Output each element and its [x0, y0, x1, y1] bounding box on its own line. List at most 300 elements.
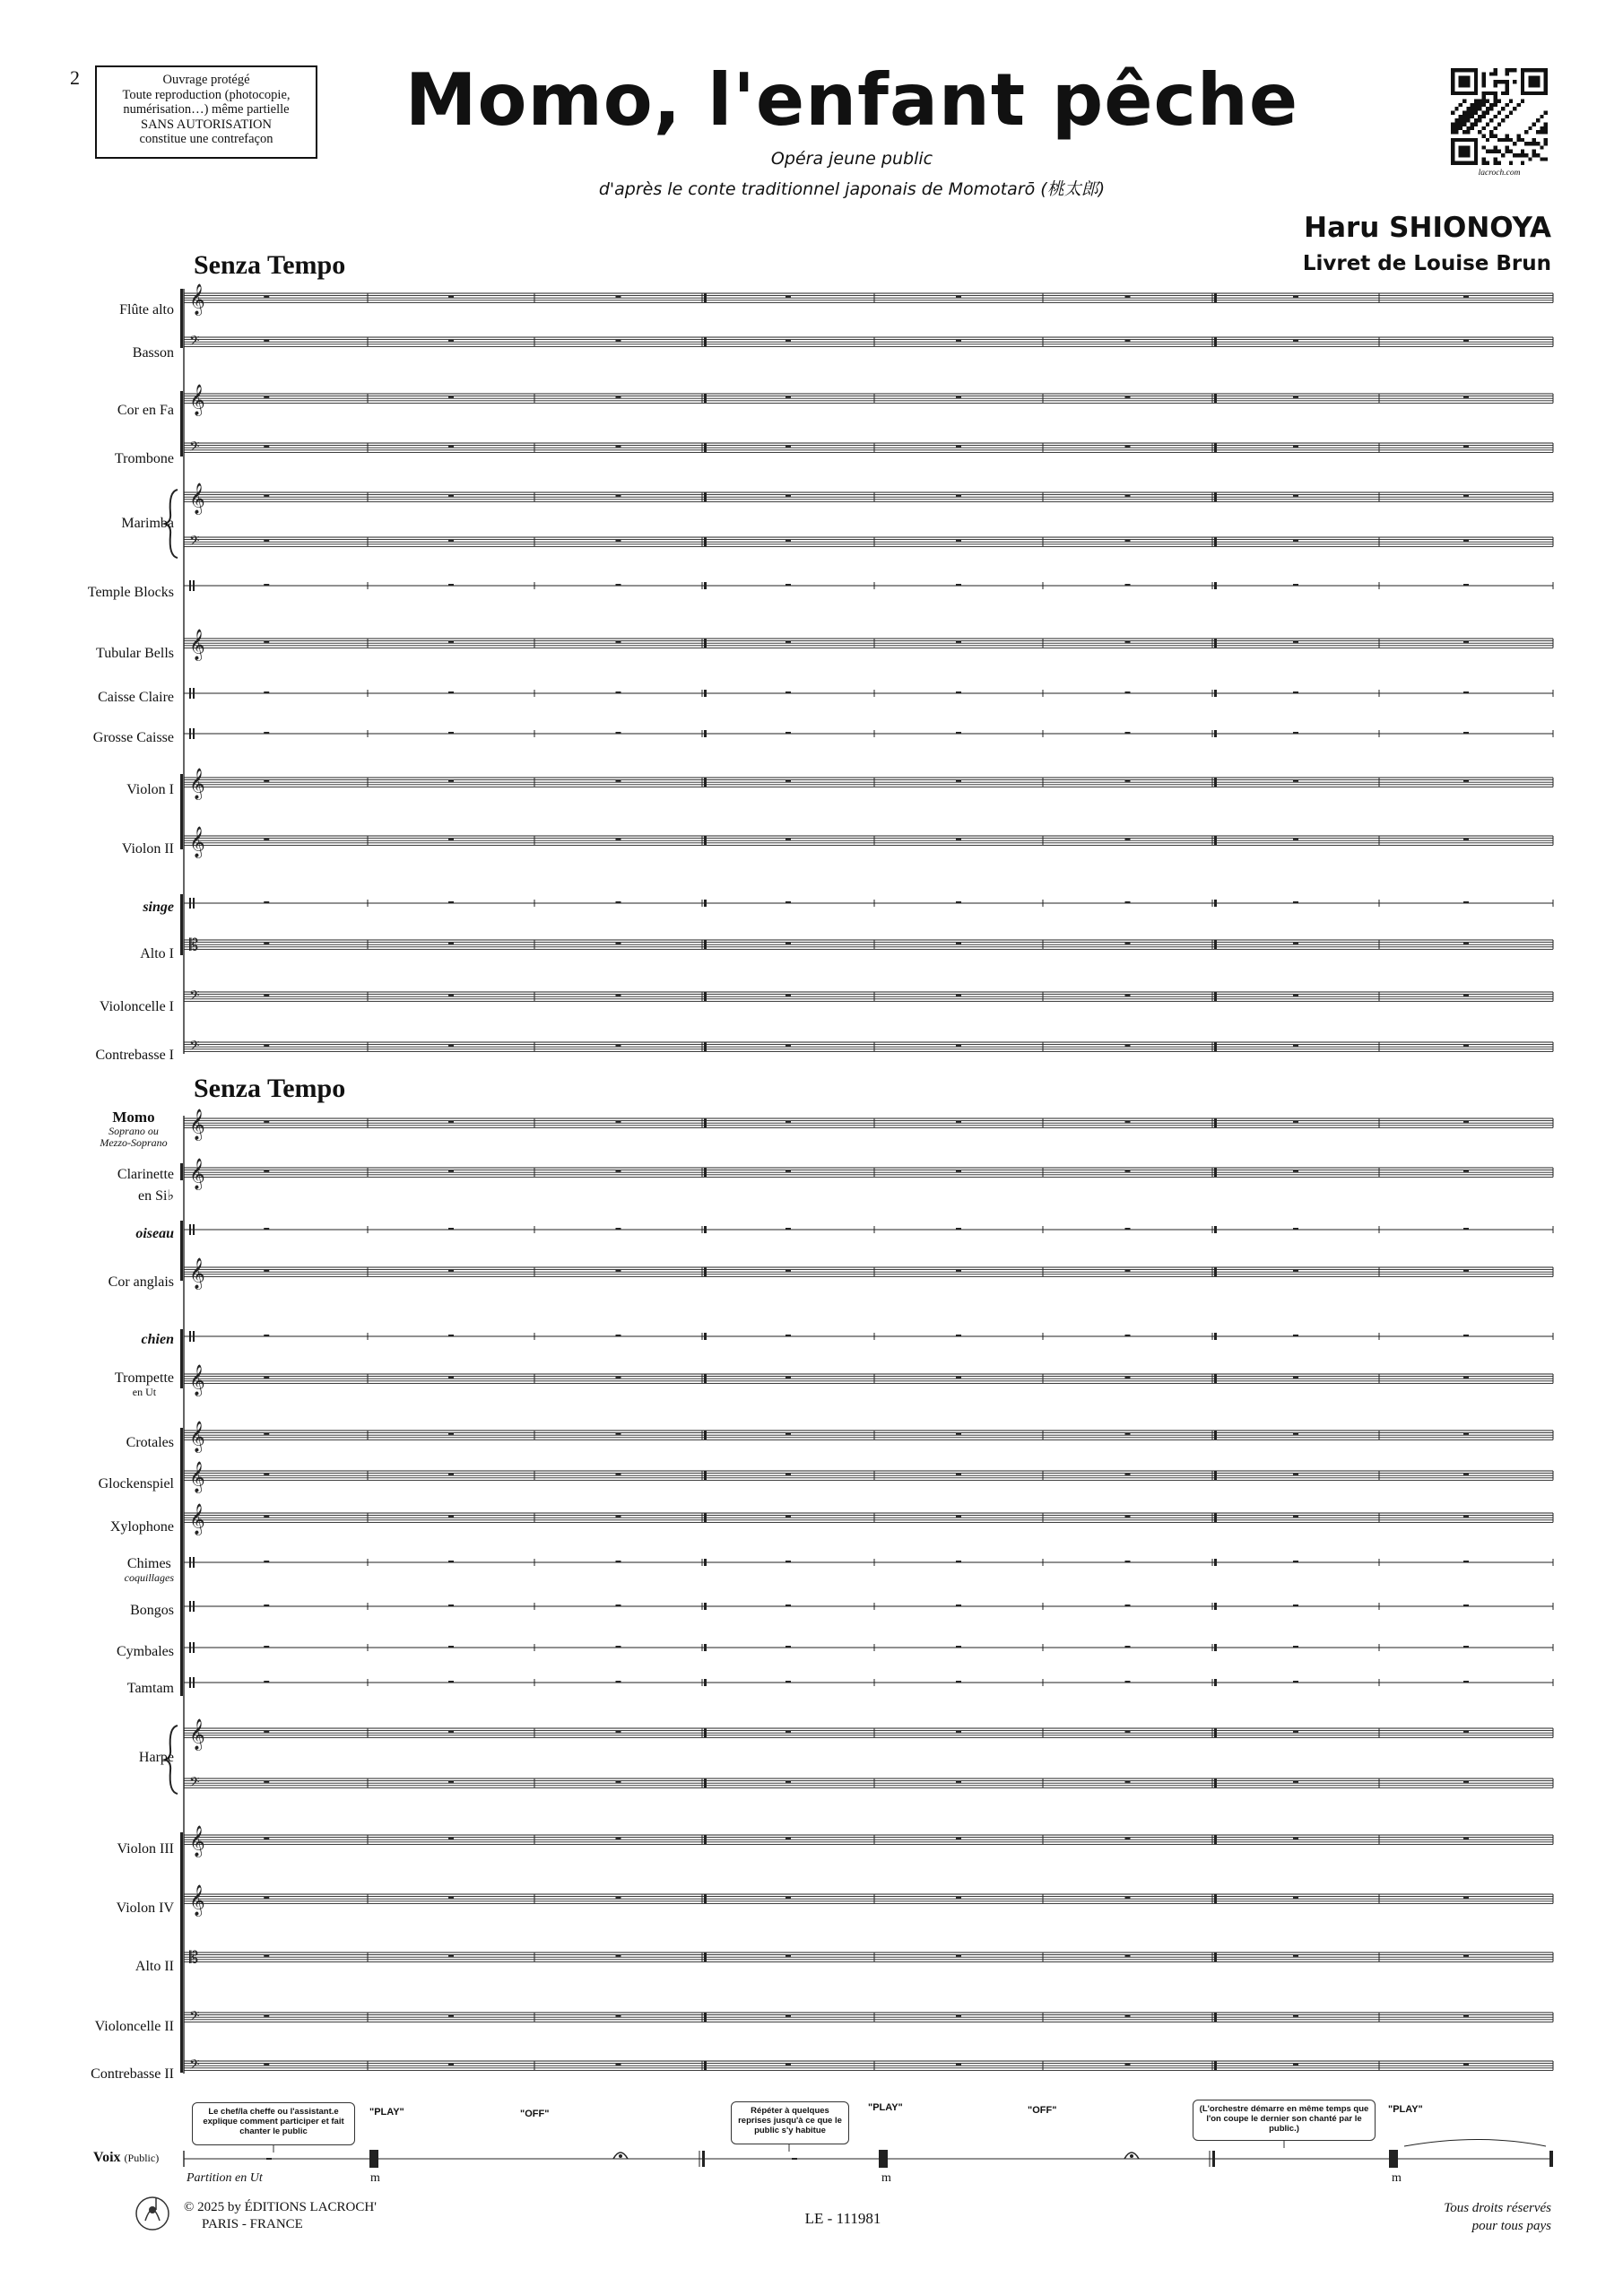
rest-mark: [1125, 446, 1131, 448]
rest-mark: [448, 1228, 454, 1230]
rest-mark: [1125, 1474, 1131, 1475]
percussion-clef-icon: [189, 1642, 191, 1653]
double-barline: [704, 1779, 707, 1787]
rest-mark: [956, 1516, 961, 1518]
rest-mark: [616, 540, 621, 542]
rest-mark: [1463, 691, 1469, 693]
rest-mark: [448, 2015, 454, 2017]
rest-mark: [264, 641, 269, 643]
double-barline: [1214, 730, 1217, 737]
rest-mark: [448, 584, 454, 586]
double-barline: [704, 394, 707, 403]
tempo-marking: Senza Tempo: [194, 250, 346, 280]
rest-mark: [1463, 1433, 1469, 1435]
rest-mark: [1125, 540, 1131, 542]
double-barline: [1212, 2151, 1215, 2167]
rest-mark: [448, 1605, 454, 1606]
rest-mark: [264, 691, 269, 693]
rest-mark: [785, 1228, 791, 1230]
instruction-box: (L'orchestre démarre en même temps que l'on coupe le dernier son chanté par le public.): [1193, 2100, 1376, 2141]
percussion-clef-icon: [193, 1601, 195, 1612]
copyright-text: © 2025 by ÉDITIONS LACROCH': [184, 2200, 377, 2214]
rest-mark: [616, 641, 621, 643]
rest-mark: [1463, 1335, 1469, 1336]
rest-mark: [616, 839, 621, 840]
footer-copyright: [184, 2199, 377, 2233]
rest-mark: [264, 1377, 269, 1378]
rest-mark: [956, 1605, 961, 1606]
percussion-clef-icon: [193, 1677, 195, 1688]
public-voice-label: [93, 2150, 159, 2166]
rest-mark: [264, 1474, 269, 1475]
rest-mark: [1463, 1270, 1469, 1272]
rest-mark: [264, 1335, 269, 1336]
rest-mark: [448, 1681, 454, 1683]
rest-mark: [1293, 1121, 1298, 1123]
instrument-label: Xylophone: [109, 1519, 174, 1535]
rights-line: Tous droits réservés: [1444, 2201, 1551, 2215]
double-barline: [1214, 992, 1217, 1001]
rest-mark: [1463, 780, 1469, 782]
rest-mark: [1463, 1838, 1469, 1839]
rest-mark: [956, 1681, 961, 1683]
rest-mark: [1125, 495, 1131, 497]
rest-mark: [785, 1731, 791, 1733]
double-barline: [1214, 1835, 1217, 1844]
treble-clef-icon: 𝄞: [189, 1109, 205, 1141]
rest-mark: [1125, 943, 1131, 944]
double-barline: [1214, 1894, 1217, 1903]
rest-mark: [616, 1681, 621, 1683]
rest-mark: [448, 732, 454, 734]
rest-mark: [616, 1121, 621, 1123]
rest-mark: [448, 943, 454, 944]
rest-mark: [264, 839, 269, 840]
instrument-label: Cymbales: [117, 1644, 174, 1659]
double-barline: [1214, 940, 1217, 949]
rest-mark: [616, 1605, 621, 1606]
double-barline: [1214, 1267, 1217, 1276]
rest-mark: [785, 1335, 791, 1336]
rest-mark: [785, 1681, 791, 1683]
rest-mark: [1293, 839, 1298, 840]
instrument-label: Basson: [132, 345, 174, 361]
treble-clef-icon: 𝄞: [189, 1257, 205, 1290]
rest-mark: [1463, 584, 1469, 586]
percussion-clef-icon: [189, 728, 191, 739]
rest-mark: [1293, 446, 1298, 448]
instrument-key: en Si♭: [138, 1188, 174, 1204]
rest-mark: [1293, 495, 1298, 497]
treble-clef-icon: 𝄞: [189, 826, 205, 858]
rest-mark: [785, 340, 791, 342]
rest-mark: [1125, 641, 1131, 643]
rest-mark: [448, 839, 454, 840]
rest-mark: [1293, 340, 1298, 342]
rest-mark: [448, 901, 454, 903]
double-barline: [1214, 900, 1217, 907]
rest-mark: [1293, 1270, 1298, 1272]
final-barline: [1549, 2151, 1553, 2167]
rest-mark: [785, 995, 791, 996]
bass-clef-icon: 𝄢: [189, 1038, 200, 1057]
rest-mark: [1293, 1681, 1298, 1683]
copyright-line: Ouvrage protégé: [162, 73, 250, 87]
rest-mark: [785, 495, 791, 497]
instrument-label: Violon II: [121, 841, 174, 857]
double-barline: [704, 492, 707, 501]
rest-mark: [616, 1377, 621, 1378]
rest-mark: [264, 1121, 269, 1123]
rest-mark: [956, 1270, 961, 1272]
double-barline: [1214, 1728, 1217, 1737]
rest-mark: [264, 1561, 269, 1562]
rest-mark: [1293, 1516, 1298, 1518]
double-barline: [704, 1835, 707, 1844]
double-barline: [704, 537, 707, 546]
rest-mark: [1463, 1731, 1469, 1733]
rest-mark: [616, 584, 621, 586]
rest-mark: [448, 1897, 454, 1899]
rest-mark: [785, 1516, 791, 1518]
treble-clef-icon: 𝄞: [189, 283, 205, 316]
percussion-clef-icon: [193, 1224, 195, 1235]
percussion-clef-icon: [189, 580, 191, 591]
lyric-syllable: m: [370, 2171, 380, 2185]
rest-mark: [1463, 446, 1469, 448]
librettist-name: Livret de Louise Brun: [1302, 252, 1551, 275]
rest-mark: [1463, 1474, 1469, 1475]
rest-mark: [956, 584, 961, 586]
rest-mark: [1125, 995, 1131, 996]
rest-mark: [785, 446, 791, 448]
rest-mark: [264, 995, 269, 996]
percussion-clef-icon: [193, 580, 195, 591]
instrument-label: Tubular Bells: [96, 646, 174, 661]
double-barline: [704, 1267, 707, 1276]
double-barline: [704, 1644, 707, 1651]
double-barline: [704, 1603, 707, 1610]
rest-mark: [1125, 1335, 1131, 1336]
rest-mark: [785, 1605, 791, 1606]
rest-mark: [448, 641, 454, 643]
double-barline: [704, 443, 707, 452]
rest-mark: [1293, 1045, 1298, 1047]
rest-mark: [1463, 296, 1469, 298]
double-barline: [704, 778, 707, 787]
rest-mark: [616, 1516, 621, 1518]
page-number: 2: [70, 66, 80, 89]
bass-clef-icon: 𝄢: [189, 439, 200, 458]
double-barline: [1214, 1333, 1217, 1340]
rest-mark: [264, 1955, 269, 1957]
percussion-clef-icon: [189, 1224, 191, 1235]
rest-mark: [616, 1561, 621, 1562]
rest-mark: [956, 839, 961, 840]
rest-mark: [1463, 1897, 1469, 1899]
rest-mark: [1293, 1897, 1298, 1899]
rest-mark: [1463, 1681, 1469, 1683]
rest-mark: [1463, 396, 1469, 398]
double-barline: [704, 1952, 707, 1961]
treble-clef-icon: 𝄞: [189, 1364, 205, 1396]
voice-note: [369, 2150, 378, 2168]
double-barline: [1214, 2013, 1217, 2022]
rest-mark: [264, 340, 269, 342]
double-barline: [704, 1894, 707, 1903]
double-barline: [704, 1679, 707, 1686]
bracket: [180, 1163, 183, 1180]
rest-mark: [1293, 1646, 1298, 1648]
double-barline: [1214, 1952, 1217, 1961]
double-barline: [704, 1168, 707, 1177]
double-barline: [1214, 337, 1217, 346]
double-barline: [704, 2061, 707, 2070]
catalog-number: LE - 111981: [804, 2210, 881, 2227]
rest-mark: [1463, 1170, 1469, 1172]
rest-mark: [792, 2158, 797, 2160]
rest-mark: [616, 495, 621, 497]
rest-mark: [1293, 1474, 1298, 1475]
instrument-label: chien: [141, 1332, 174, 1347]
treble-clef-icon: 𝄞: [189, 629, 205, 661]
double-barline: [1214, 1513, 1217, 1522]
rest-mark: [264, 1781, 269, 1783]
double-barline: [704, 992, 707, 1001]
rest-mark: [785, 396, 791, 398]
instrument-label: Trompette: [114, 1370, 174, 1386]
rest-mark: [1125, 584, 1131, 586]
rest-mark: [1463, 641, 1469, 643]
rest-mark: [616, 995, 621, 996]
alto-clef-icon: 𝄡: [189, 935, 199, 955]
copyright-line: constitue une contrefaçon: [139, 132, 273, 146]
rest-mark: [1125, 901, 1131, 903]
rest-mark: [448, 2064, 454, 2066]
rest-mark: [448, 691, 454, 693]
lyric-syllable: m: [881, 2171, 891, 2185]
rest-mark: [1125, 1781, 1131, 1783]
rest-mark: [785, 1955, 791, 1957]
rest-mark: [1293, 732, 1298, 734]
rest-mark: [785, 641, 791, 643]
instrument-label: singe: [143, 900, 174, 915]
rest-mark: [785, 1897, 791, 1899]
rest-mark: [1293, 1170, 1298, 1172]
rest-mark: [1293, 780, 1298, 782]
rest-mark: [448, 1838, 454, 1839]
rest-mark: [264, 1045, 269, 1047]
instrument-label: Cor en Fa: [117, 403, 174, 418]
rest-mark: [616, 296, 621, 298]
rest-mark: [956, 1433, 961, 1435]
rest-mark: [1125, 1681, 1131, 1683]
rest-mark: [1463, 540, 1469, 542]
treble-clef-icon: 𝄞: [189, 483, 205, 515]
rest-mark: [616, 901, 621, 903]
rest-mark: [785, 1474, 791, 1475]
rest-mark: [1293, 1838, 1298, 1839]
treble-clef-icon: 𝄞: [189, 1503, 205, 1535]
rest-mark: [956, 340, 961, 342]
rest-mark: [785, 1433, 791, 1435]
rest-mark: [1293, 2015, 1298, 2017]
rest-mark: [1125, 296, 1131, 298]
instrument-label: Violoncelle I: [99, 999, 174, 1014]
double-barline: [1214, 492, 1217, 501]
instrument-label: Chimes: [126, 1556, 171, 1571]
percussion-clef-icon: [193, 1642, 195, 1653]
double-barline: [1214, 1042, 1217, 1051]
percussion-clef-icon: [189, 898, 191, 909]
rest-mark: [1293, 995, 1298, 996]
double-barline: [1214, 778, 1217, 787]
rest-mark: [448, 1170, 454, 1172]
rest-mark: [1125, 732, 1131, 734]
percussion-clef-icon: [189, 1557, 191, 1568]
double-barline: [1214, 1168, 1217, 1177]
rest-mark: [448, 1781, 454, 1783]
rest-mark: [448, 1270, 454, 1272]
bracket: [180, 289, 183, 348]
rest-mark: [448, 1955, 454, 1957]
rest-mark: [1125, 1433, 1131, 1435]
tie-curve: [1404, 2140, 1546, 2147]
rest-mark: [785, 780, 791, 782]
rest-mark: [785, 1270, 791, 1272]
rest-mark: [264, 2015, 269, 2017]
rest-mark: [448, 1335, 454, 1336]
rest-mark: [264, 780, 269, 782]
rest-mark: [264, 1605, 269, 1606]
percussion-clef-icon: [189, 1601, 191, 1612]
rest-mark: [616, 340, 621, 342]
rest-mark: [1463, 340, 1469, 342]
treble-clef-icon: 𝄞: [189, 1884, 205, 1917]
rest-mark: [1125, 1646, 1131, 1648]
rest-mark: [956, 1377, 961, 1378]
rest-mark: [1125, 1897, 1131, 1899]
rest-mark: [616, 2015, 621, 2017]
double-barline: [1214, 836, 1217, 845]
rest-mark: [956, 1646, 961, 1648]
rest-mark: [956, 780, 961, 782]
percussion-clef-icon: [193, 898, 195, 909]
double-barline: [704, 1042, 707, 1051]
rest-mark: [616, 943, 621, 944]
rest-mark: [956, 1781, 961, 1783]
rest-mark: [616, 1646, 621, 1648]
rest-mark: [448, 540, 454, 542]
rest-mark: [1125, 1838, 1131, 1839]
rest-mark: [785, 1045, 791, 1047]
play-cue: "PLAY": [868, 2102, 903, 2113]
bracket: [180, 391, 183, 457]
instrument-sublabel: coquillages: [124, 1571, 174, 1584]
rest-mark: [956, 2064, 961, 2066]
play-cue: "PLAY": [1388, 2104, 1423, 2115]
rest-mark: [616, 446, 621, 448]
rest-mark: [1463, 1781, 1469, 1783]
rest-mark: [1125, 1045, 1131, 1047]
rest-mark: [785, 1121, 791, 1123]
rest-mark: [1125, 2015, 1131, 2017]
double-barline: [1214, 394, 1217, 403]
double-barline: [704, 1118, 707, 1127]
rest-mark: [264, 495, 269, 497]
rest-mark: [1293, 1433, 1298, 1435]
rest-mark: [1293, 901, 1298, 903]
rest-mark: [616, 1270, 621, 1272]
rest-mark: [785, 1561, 791, 1562]
double-barline: [1214, 582, 1217, 589]
rest-mark: [1125, 1377, 1131, 1378]
instrument-label: Violon IV: [116, 1900, 174, 1916]
instrument-label: Flûte alto: [119, 302, 174, 317]
rest-mark: [1125, 1228, 1131, 1230]
double-barline: [1214, 2061, 1217, 2070]
percussion-clef-icon: [193, 688, 195, 699]
rest-mark: [448, 1474, 454, 1475]
bass-clef-icon: 𝄢: [189, 533, 200, 552]
rest-mark: [1293, 584, 1298, 586]
double-barline: [704, 730, 707, 737]
rest-mark: [956, 396, 961, 398]
rights-notice: [1444, 2199, 1551, 2235]
instrument-label: Contrebasse I: [95, 1048, 174, 1063]
rest-mark: [956, 691, 961, 693]
rest-mark: [264, 1897, 269, 1899]
rest-mark: [1463, 1605, 1469, 1606]
instrument-label: oiseau: [135, 1226, 174, 1241]
rest-mark: [956, 943, 961, 944]
rest-mark: [956, 1170, 961, 1172]
instrument-label-trompette: [115, 1370, 174, 1398]
rest-mark: [956, 732, 961, 734]
double-barline: [1214, 1226, 1217, 1233]
double-barline: [704, 293, 707, 302]
instrument-label: Harpe: [138, 1750, 174, 1765]
rest-mark: [785, 1838, 791, 1839]
double-barline: [704, 940, 707, 949]
rest-mark: [956, 1838, 961, 1839]
instrument-label: Contrebasse II: [91, 2066, 174, 2082]
instrument-label: Momo: [112, 1109, 155, 1126]
bracket: [180, 1221, 183, 1281]
rest-mark: [1463, 1955, 1469, 1957]
copyright-line: numérisation…) même partielle: [123, 102, 290, 117]
rest-mark: [1293, 540, 1298, 542]
rest-mark: [1463, 943, 1469, 944]
rest-mark: [1125, 691, 1131, 693]
rest-mark: [1293, 1377, 1298, 1378]
double-barline: [704, 1374, 707, 1383]
rest-mark: [448, 296, 454, 298]
double-barline: [704, 690, 707, 697]
rights-line: pour tous pays: [1471, 2219, 1551, 2233]
rest-mark: [1463, 495, 1469, 497]
rest-mark: [448, 495, 454, 497]
rest-mark: [956, 1335, 961, 1336]
rest-mark: [616, 1731, 621, 1733]
treble-clef-icon: 𝄞: [189, 384, 205, 416]
rest-mark: [616, 1838, 621, 1839]
percussion-clef-icon: [193, 1331, 195, 1342]
rest-mark: [448, 1516, 454, 1518]
rest-mark: [1463, 1045, 1469, 1047]
rest-mark: [616, 780, 621, 782]
double-barline: [704, 639, 707, 648]
